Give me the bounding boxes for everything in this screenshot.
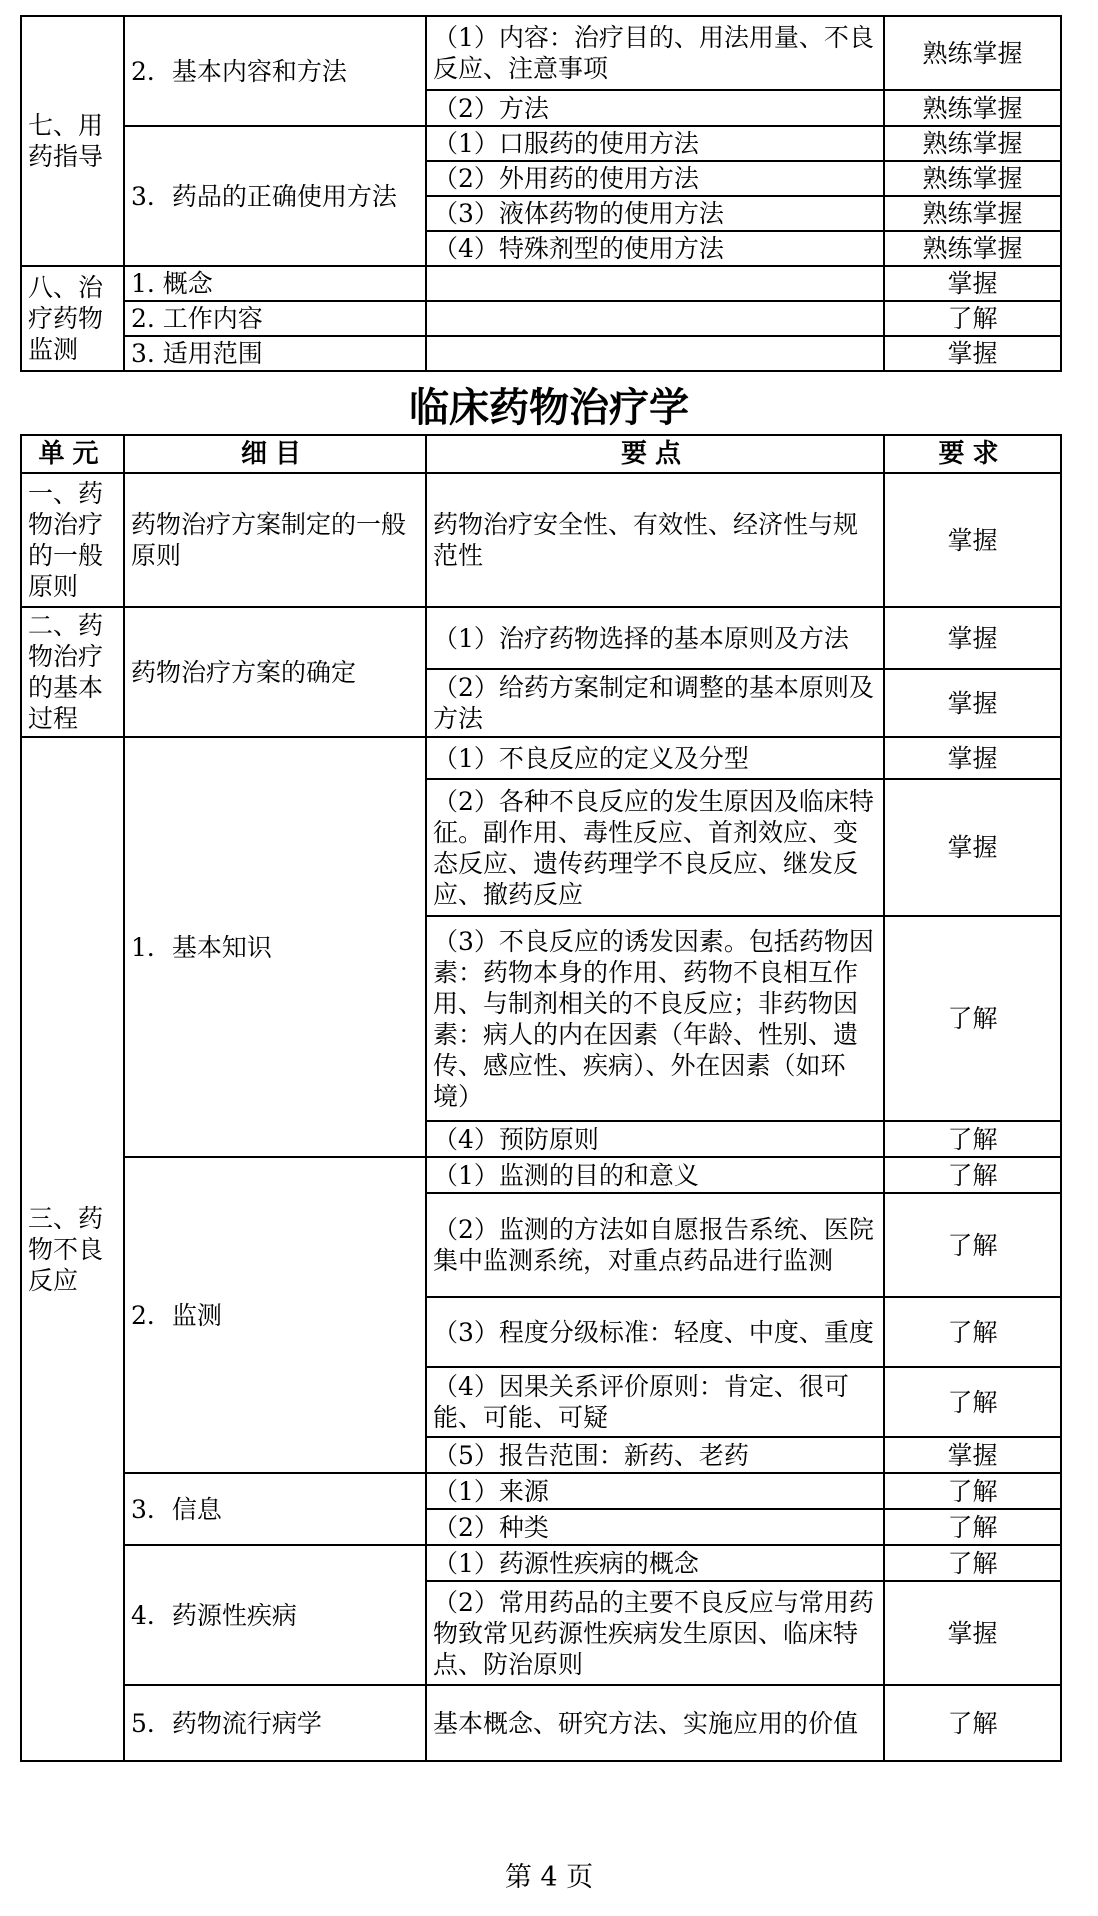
- req-cell: 了解: [884, 1297, 1061, 1367]
- req-cell: 了解: [884, 1545, 1061, 1581]
- req-cell: 掌握: [884, 473, 1061, 607]
- item-cell: 2．基本内容和方法: [124, 16, 426, 126]
- req-cell: 了解: [884, 1509, 1061, 1545]
- req-cell: 掌握: [884, 607, 1061, 669]
- item-cell: 3. 适用范围: [124, 336, 426, 371]
- point-cell: （2）给药方案制定和调整的基本原则及方法: [426, 669, 884, 737]
- point-cell: （1）口服药的使用方法: [426, 126, 884, 161]
- item-cell: 1．基本知识: [124, 737, 426, 1157]
- req-cell: 了解: [884, 916, 1061, 1121]
- point-cell: （1）治疗药物选择的基本原则及方法: [426, 607, 884, 669]
- unit-cell: 三、药物不良反应: [21, 737, 124, 1761]
- point-cell: （1）内容：治疗目的、用法用量、不良反应、注意事项: [426, 16, 884, 90]
- item-cell: 药物治疗方案的确定: [124, 607, 426, 737]
- req-cell: 了解: [884, 1367, 1061, 1437]
- point-cell: （2）方法: [426, 90, 884, 126]
- item-cell: 2．监测: [124, 1157, 426, 1473]
- header-point: 要点: [426, 435, 884, 473]
- req-cell: 掌握: [884, 737, 1061, 779]
- item-cell: 药物治疗方案制定的一般原则: [124, 473, 426, 607]
- point-cell: （2）监测的方法如自愿报告系统、医院集中监测系统，对重点药品进行监测: [426, 1193, 884, 1297]
- req-cell: 熟练掌握: [884, 161, 1061, 196]
- point-cell: 药物治疗安全性、有效性、经济性与规范性: [426, 473, 884, 607]
- point-cell: （3）程度分级标准：轻度、中度、重度: [426, 1297, 884, 1367]
- req-cell: 掌握: [884, 1437, 1061, 1473]
- unit-cell: 八、治疗药物监测: [21, 266, 124, 371]
- req-cell: 熟练掌握: [884, 196, 1061, 231]
- point-cell: （5）报告范围：新药、老药: [426, 1437, 884, 1473]
- point-cell: （2）种类: [426, 1509, 884, 1545]
- page-number: 第 4 页: [504, 1862, 594, 1893]
- point-cell: （4）预防原则: [426, 1121, 884, 1157]
- point-cell: （1）来源: [426, 1473, 884, 1509]
- req-cell: 了解: [884, 1157, 1061, 1193]
- item-cell: 3．信息: [124, 1473, 426, 1545]
- clinical-therapy-table: [20, 434, 1062, 1762]
- req-cell: 了解: [884, 1193, 1061, 1297]
- item-cell: 5．药物流行病学: [124, 1685, 426, 1761]
- unit-cell: 一、药物治疗的一般原则: [21, 473, 124, 607]
- item-cell: 4．药源性疾病: [124, 1545, 426, 1685]
- point-cell: 基本概念、研究方法、实施应用的价值: [426, 1685, 884, 1761]
- req-cell: 了解: [884, 1473, 1061, 1509]
- req-cell: 了解: [884, 1685, 1061, 1761]
- section-title: 临床药物治疗学: [409, 385, 689, 431]
- point-cell: （3）不良反应的诱发因素。包括药物因素：药物本身的作用、药物不良相互作用、与制剂相关的不良反应；非药物因素：病人的内在因素（年龄、性别、遗传、感应性、疾病）、外在因素（如环境）: [426, 916, 884, 1121]
- item-cell: 1. 概念: [124, 266, 426, 301]
- req-cell: 掌握: [884, 266, 1061, 301]
- point-cell: （4）因果关系评价原则：肯定、很可能、可能、可疑: [426, 1367, 884, 1437]
- point-cell: （3）液体药物的使用方法: [426, 196, 884, 231]
- point-cell: （2）常用药品的主要不良反应与常用药物致常见药源性疾病发生原因、临床特点、防治原则: [426, 1581, 884, 1685]
- point-cell: （1）不良反应的定义及分型: [426, 737, 884, 779]
- req-cell: 熟练掌握: [884, 16, 1061, 90]
- guidance-table: [20, 15, 1062, 372]
- header-unit: 单元: [21, 435, 124, 473]
- req-cell: 掌握: [884, 1581, 1061, 1685]
- req-cell: 了解: [884, 301, 1061, 336]
- point-cell: [426, 266, 884, 301]
- req-cell: 掌握: [884, 779, 1061, 916]
- point-cell: （1）药源性疾病的概念: [426, 1545, 884, 1581]
- req-cell: 熟练掌握: [884, 90, 1061, 126]
- point-cell: （1）监测的目的和意义: [426, 1157, 884, 1193]
- item-cell: 3．药品的正确使用方法: [124, 126, 426, 266]
- unit-cell: 七、用药指导: [21, 16, 124, 266]
- unit-cell: 二、药物治疗的基本过程: [21, 607, 124, 737]
- req-cell: 掌握: [884, 336, 1061, 371]
- point-cell: [426, 336, 884, 371]
- point-cell: [426, 301, 884, 336]
- req-cell: 了解: [884, 1121, 1061, 1157]
- req-cell: 熟练掌握: [884, 231, 1061, 266]
- item-cell: 2. 工作内容: [124, 301, 426, 336]
- point-cell: （2）各种不良反应的发生原因及临床特征。副作用、毒性反应、首剂效应、变态反应、遗传药理学不良反应、继发反应、撤药反应: [426, 779, 884, 916]
- point-cell: （4）特殊剂型的使用方法: [426, 231, 884, 266]
- req-cell: 掌握: [884, 669, 1061, 737]
- header-item: 细目: [124, 435, 426, 473]
- point-cell: （2）外用药的使用方法: [426, 161, 884, 196]
- req-cell: 熟练掌握: [884, 126, 1061, 161]
- header-req: 要求: [884, 435, 1061, 473]
